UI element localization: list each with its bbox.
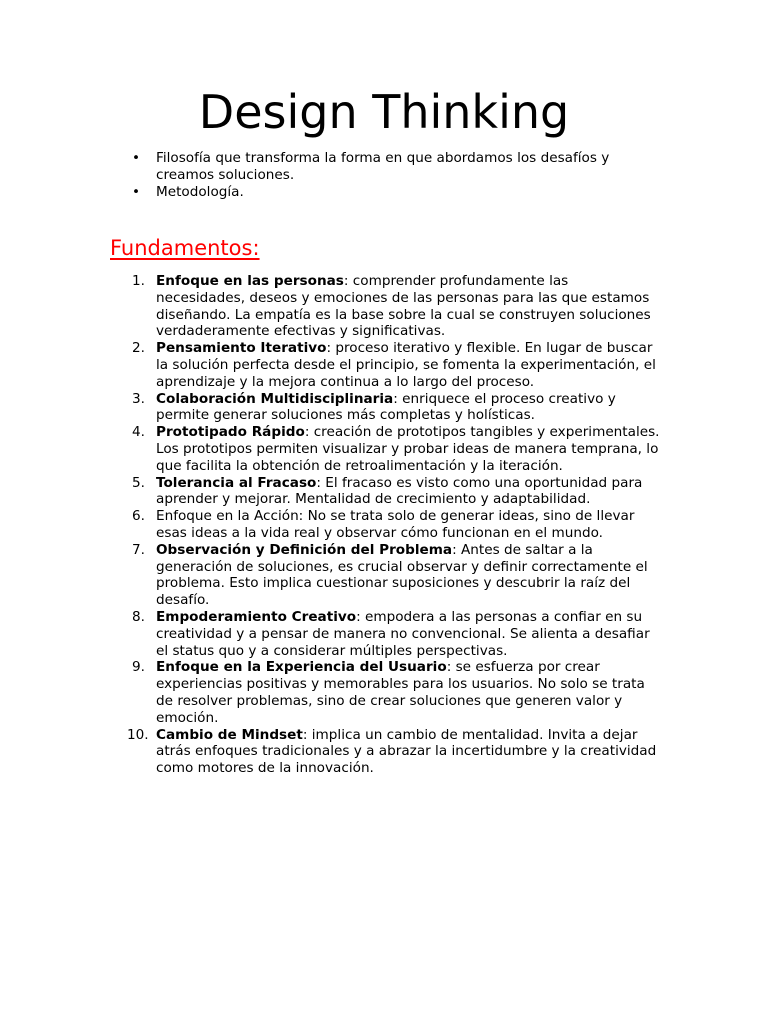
item-text: : El fracaso es visto como una oportunidad para aprender y mejorar. Mentalidad de crecimiento y adaptabilidad. [156,474,643,508]
item-number: 3. [132,390,145,407]
item-term: Tolerancia al Fracaso [156,474,317,491]
item-number: 8. [132,608,145,625]
page-title: Design Thinking [198,85,570,139]
list-item [132,150,656,184]
item-term: Prototipado Rápido [156,424,305,441]
item-number: 9. [132,659,145,676]
item-term: Cambio de Mindset [156,726,303,743]
fundamentos-list [127,273,661,777]
item-text: Enfoque en la Acción: No se trata solo de generar ideas, sino de llevar esas ideas a la vida real y observar cómo funcionan en el mundo. [156,508,635,541]
item-text: : Antes de saltar a la generación de soluciones, es crucial observar y definir correctamente el problema. Esto implica cuestionar suposiciones y descubrir la raíz del desafío. [156,541,648,609]
item-term: Enfoque en las personas [156,273,344,289]
item-term: Observación y Definición del Problema [156,541,453,558]
item-text: : enriquece el proceso creativo y permite generar soluciones más completas y holísticas. [156,390,616,424]
item-text: : creación de prototipos tangibles y experimentales. Los prototipos permiten visualizar y probar ideas de manera temprana, lo que facilita la obtención de retroalimentación y la iteración. [156,424,660,474]
bullet-marker: • [132,150,141,166]
list-item [132,474,661,509]
list-item [132,340,661,390]
item-number: 10. [127,726,149,743]
item-term: Colaboración Multidisciplinaria [156,390,394,407]
list-item [132,390,661,425]
intro-bullet-list [132,150,656,200]
item-number: 2. [132,340,145,357]
item-number: 4. [132,424,145,441]
item-text: : comprender profundamente las necesidades, deseos y emociones de las personas para las que estamos diseñando. La empatía es la base sobre la cual se construyen soluciones verdaderamente efectivas y significativas. [156,273,651,340]
item-term: Enfoque en la Experiencia del Usuario [156,659,447,676]
bullet-text: Metodología. [156,183,244,200]
item-number: 7. [132,541,145,558]
item-text: : se esfuerza por crear experiencias positivas y memorables para los usuarios. No solo se trata de resolver problemas, sino de crear soluciones que generen valor y emoción. [156,659,645,726]
bullet-text: Filosofía que transforma la forma en que abordamos los desafíos y creamos soluciones. [156,150,610,183]
item-text: : empodera a las personas a confiar en su creatividad y a pensar de manera no convencional. Se alienta a desafiar el status quo y a considerar múltiples perspectivas. [156,608,650,659]
item-text: : implica un cambio de mentalidad. Invita a dejar atrás enfoques tradicionales y a abrazar la incertidumbre y la creatividad como motores de la innovación. [156,726,657,777]
section-heading-fundamentos: Fundamentos: [110,236,260,260]
item-term: Pensamiento Iterativo [156,340,327,357]
item-number: 5. [132,474,145,491]
bullet-marker: • [132,183,141,200]
item-number: 6. [132,508,145,525]
list-item [132,273,661,340]
item-number: 1. [132,273,145,289]
list-item [127,726,661,777]
list-item [132,183,656,201]
list-item [132,608,661,659]
list-item [132,424,661,474]
item-term: Empoderamiento Creativo [156,608,357,625]
list-item [132,659,661,726]
list-item [132,541,661,609]
item-text: : proceso iterativo y flexible. En lugar de buscar la solución perfecta desde el principio, se fomenta la experimentación, el aprendizaje y la mejora continua a lo largo del proceso. [156,340,656,390]
list-item [132,508,661,542]
